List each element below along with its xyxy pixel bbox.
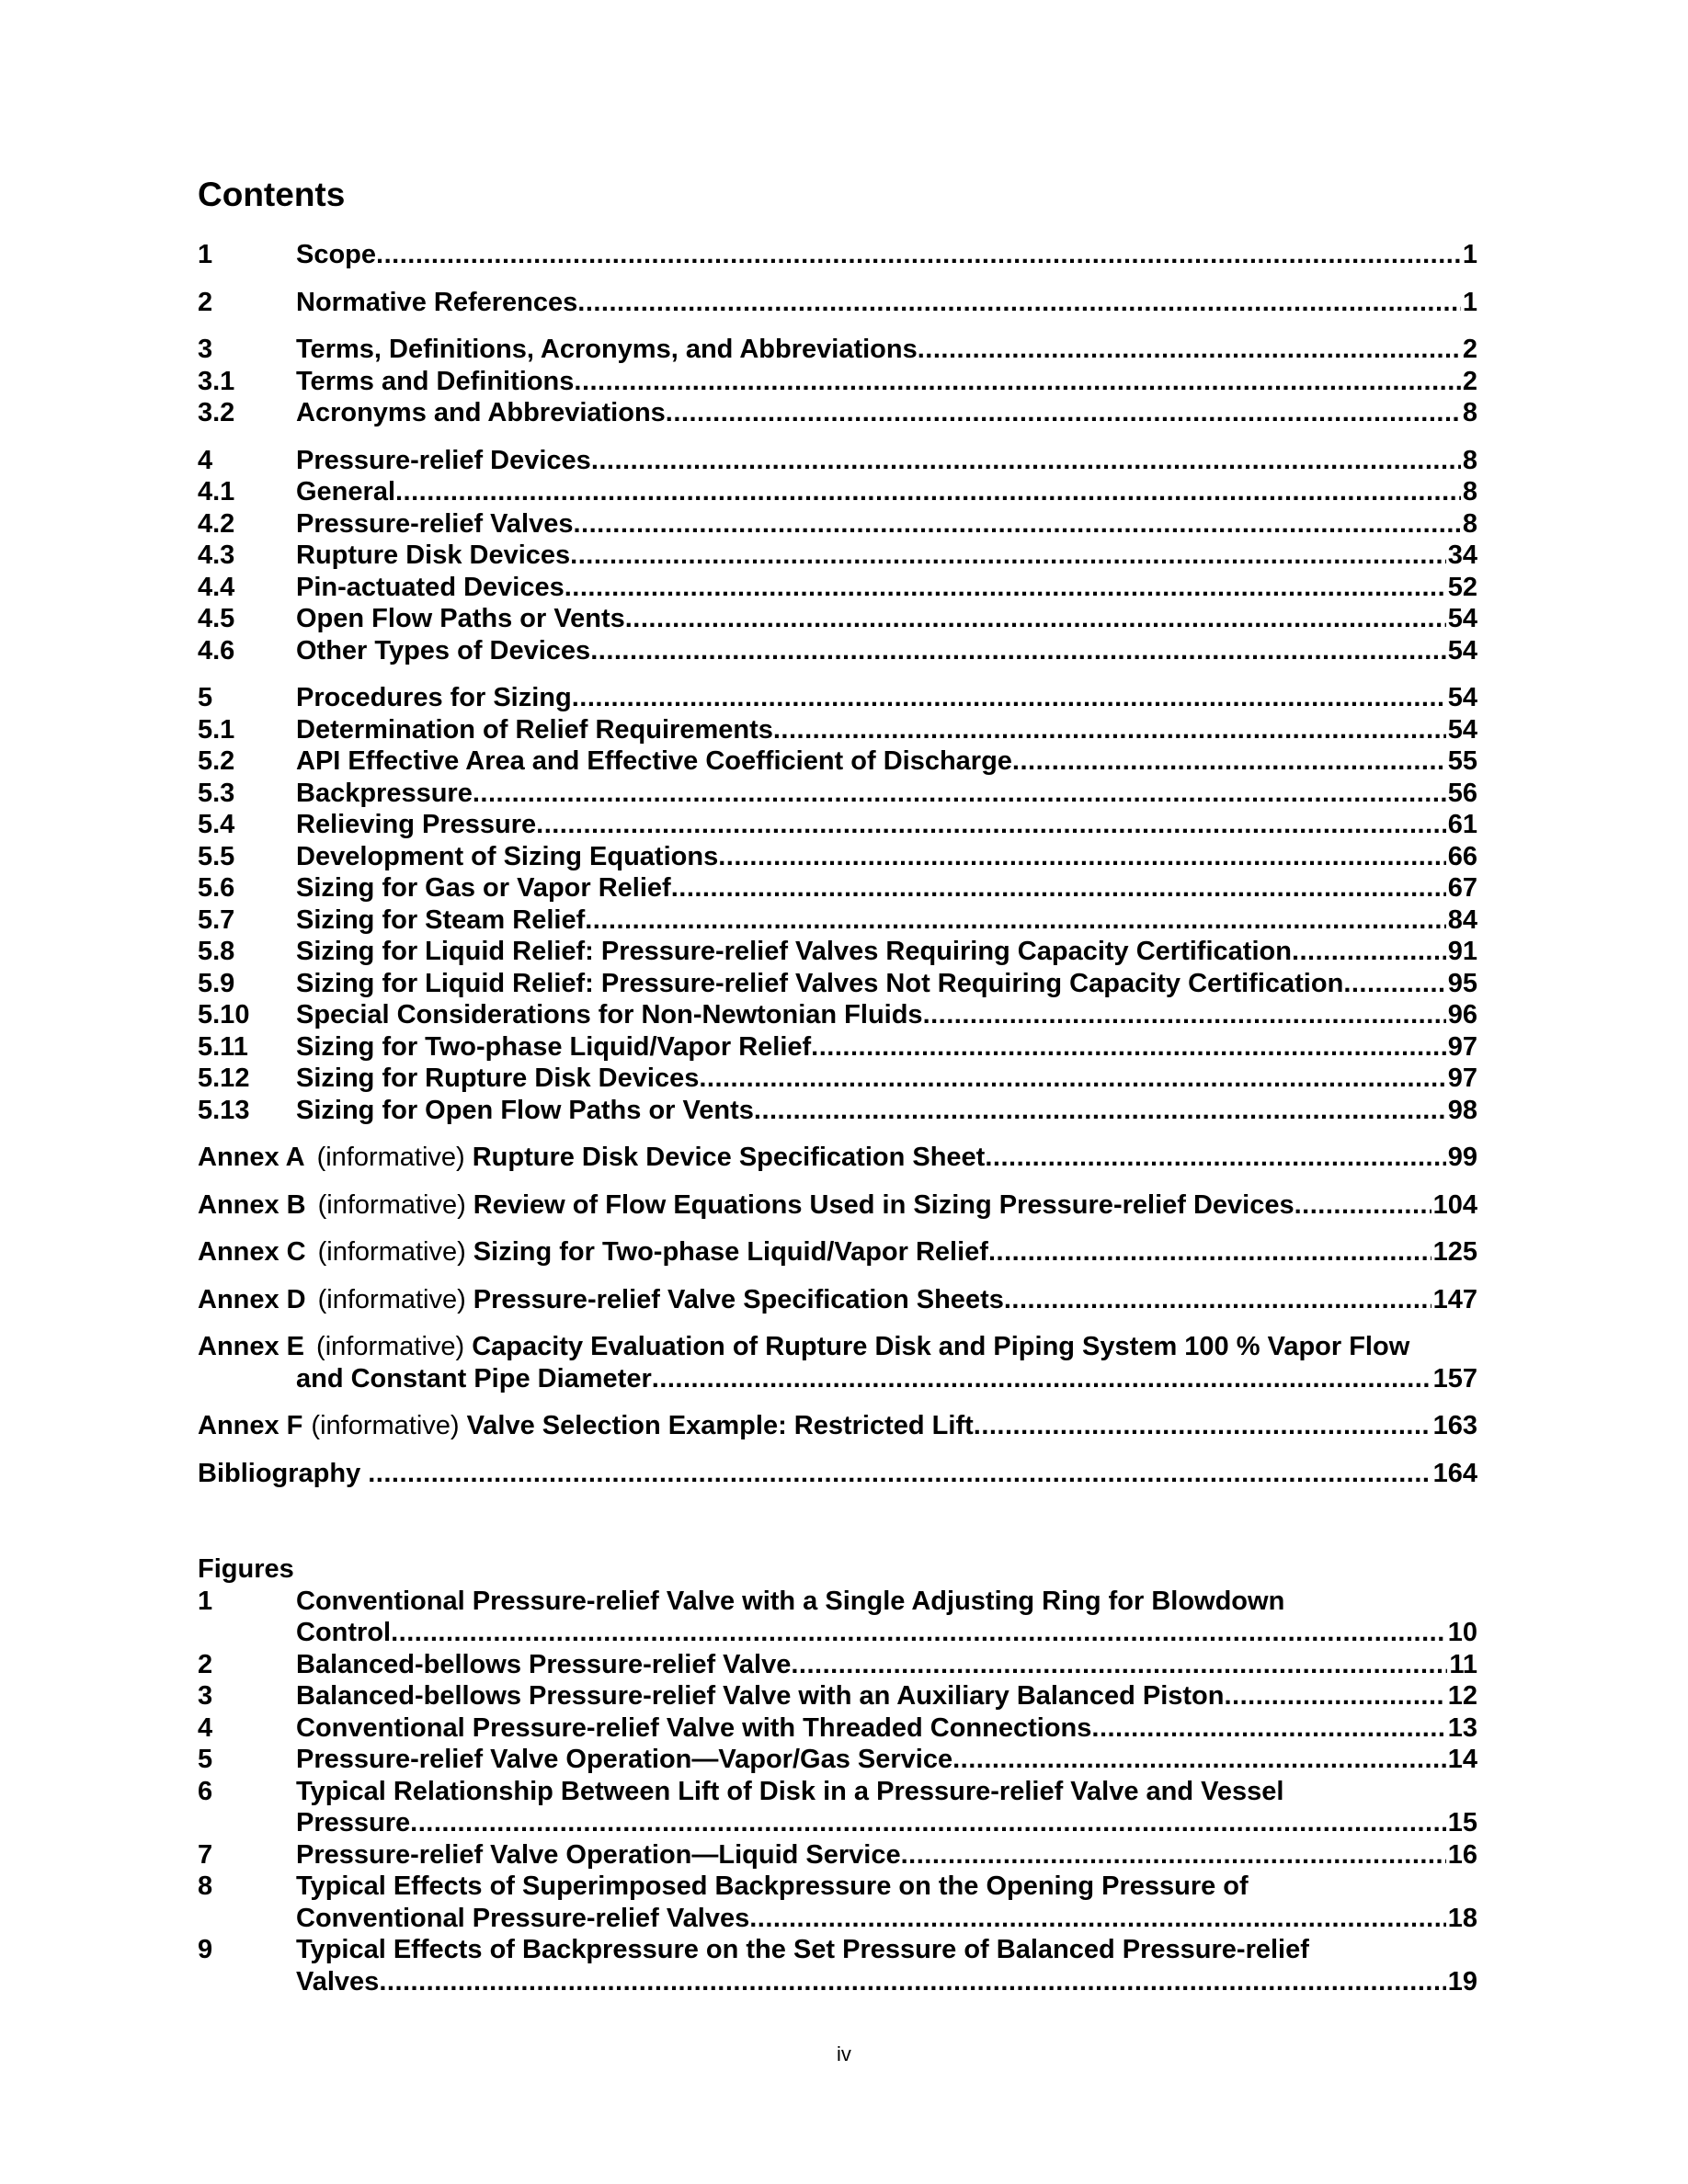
annex-entry-line2 [198, 1363, 1477, 1395]
section-number: 5.1 [198, 714, 235, 745]
section-title: Terms and Definitions [296, 366, 575, 396]
toc-entry[interactable] [198, 999, 1477, 1031]
page-number: 2 [1462, 366, 1477, 396]
toc-group-3 [198, 334, 1477, 429]
toc-entry[interactable] [198, 778, 1477, 810]
figure-title: Pressure-relief Valve Operation—Vapor/Gas Service [296, 1745, 953, 1774]
figure-title-continued: Pressure [296, 1808, 411, 1837]
figure-line1 [198, 1934, 1477, 1966]
section-title: Open Flow Paths or Vents [296, 604, 625, 633]
page-number: 12 [1447, 1681, 1477, 1711]
annex-title: Pressure-relief Valve Specification Sheets [473, 1284, 1004, 1314]
section-title: Pin-actuated Devices [296, 572, 565, 602]
figure-number: 3 [198, 1681, 213, 1711]
page-number: 8 [1462, 508, 1477, 539]
page-number: 19 [1447, 1966, 1477, 1996]
dot-leader [749, 1903, 1446, 1935]
figure-entry-8[interactable] [198, 1871, 1477, 1934]
figure-number: 7 [198, 1839, 213, 1870]
toc-entry[interactable] [198, 445, 1477, 477]
section-title: General [296, 477, 395, 506]
section-title: Sizing for Gas or Vapor Relief [296, 873, 671, 903]
section-number: 3.2 [198, 398, 235, 427]
dot-leader [718, 841, 1446, 873]
page-number: 97 [1447, 1064, 1477, 1093]
dot-leader [536, 809, 1446, 841]
dot-leader [410, 1807, 1446, 1839]
section-title: Sizing for Open Flow Paths or Vents [296, 1095, 754, 1125]
figure-title: Typical Effects of Superimposed Backpressure on the Opening Pressure of [296, 1871, 1249, 1901]
page-number: 164 [1432, 1458, 1477, 1488]
page-number: 91 [1447, 937, 1477, 966]
page-number: 95 [1447, 968, 1477, 998]
toc-entry[interactable] [198, 1031, 1477, 1064]
section-title: Pressure-relief Devices [296, 445, 591, 475]
section-title: Sizing for Rupture Disk Devices [296, 1064, 700, 1093]
figure-line2 [198, 1807, 1477, 1839]
toc-entry[interactable] [198, 366, 1477, 398]
toc-entry[interactable] [198, 476, 1477, 508]
dot-leader [391, 1617, 1446, 1649]
page-number: 54 [1447, 683, 1477, 712]
page-number: 157 [1432, 1363, 1477, 1393]
section-number: 5.7 [198, 904, 235, 935]
section-title: Scope [296, 240, 377, 269]
section-title: Sizing for Two-phase Liquid/Vapor Relief [296, 1031, 812, 1062]
toc-group-4 [198, 445, 1477, 667]
figure-entry-2[interactable] [198, 1649, 1477, 1681]
page-number: 1 [1462, 240, 1477, 269]
section-title: Sizing for Liquid Relief: Pressure-relief Valves Requiring Capacity Certification [296, 937, 1292, 966]
figure-title: Conventional Pressure-relief Valve with a Single Adjusting Ring for Blowdown [296, 1586, 1285, 1616]
figure-number: 4 [198, 1712, 213, 1743]
toc-entry[interactable] [198, 809, 1477, 841]
section-title: Terms, Definitions, Acronyms, and Abbreviations [296, 335, 918, 364]
toc-entry[interactable] [198, 904, 1477, 937]
toc-entry[interactable] [198, 936, 1477, 968]
section-number: 5.2 [198, 746, 235, 776]
page-number: 66 [1447, 841, 1477, 871]
page-number: 34 [1447, 540, 1477, 570]
dot-leader [473, 778, 1446, 810]
page-number: 13 [1447, 1712, 1477, 1743]
figure-number: 1 [198, 1586, 213, 1616]
page-number: 163 [1432, 1411, 1477, 1440]
page-number: 8 [1462, 445, 1477, 475]
figure-title: Typical Relationship Between Lift of Disk in a Pressure-relief Valve and Vessel [296, 1776, 1284, 1806]
toc-entry[interactable] [198, 334, 1477, 366]
toc-entry[interactable] [198, 872, 1477, 904]
toc-entry[interactable] [198, 1063, 1477, 1095]
annex-note: (informative) [311, 1411, 460, 1440]
toc-entry[interactable] [198, 239, 1477, 271]
page-number: 1 [1462, 287, 1477, 317]
page-number: 18 [1447, 1903, 1477, 1933]
page-number: 61 [1447, 810, 1477, 839]
figure-number: 2 [198, 1649, 213, 1679]
toc-entry[interactable] [198, 841, 1477, 873]
page-number: 97 [1447, 1031, 1477, 1062]
figure-title: Typical Effects of Backpressure on the Set Pressure of Balanced Pressure-relief [296, 1935, 1309, 1964]
dot-leader [1295, 1189, 1431, 1222]
section-title: Other Types of Devices [296, 635, 591, 665]
toc-entry[interactable] [198, 540, 1477, 572]
annex-note: (informative) [316, 1332, 465, 1361]
annex-label: Annex A [198, 1143, 305, 1172]
dot-leader [988, 1236, 1431, 1268]
figure-entry-4[interactable] [198, 1712, 1477, 1745]
dot-leader [791, 1649, 1447, 1681]
dot-leader [918, 334, 1461, 366]
annex-label: Annex D [198, 1284, 306, 1314]
dot-leader [671, 872, 1446, 904]
dot-leader [666, 397, 1461, 429]
page-number: 14 [1447, 1745, 1477, 1774]
section-number: 4.4 [198, 572, 235, 602]
page-footer-number: iv [837, 2042, 851, 2065]
section-number: 5.6 [198, 873, 235, 903]
toc-entry[interactable] [198, 714, 1477, 746]
figure-title-continued: Valves [296, 1966, 380, 1996]
page-number: 52 [1447, 572, 1477, 602]
dot-leader [699, 1063, 1445, 1095]
annex-note: (informative) [317, 1284, 466, 1314]
dot-leader [1224, 1680, 1445, 1712]
page-number: 96 [1447, 1000, 1477, 1029]
figure-entry-5[interactable] [198, 1744, 1477, 1776]
section-number: 5.12 [198, 1064, 250, 1093]
dot-leader [652, 1363, 1431, 1395]
page-number: 67 [1447, 873, 1477, 903]
dot-leader [625, 603, 1446, 635]
section-number: 5.13 [198, 1095, 250, 1125]
figure-number: 5 [198, 1745, 213, 1774]
dot-leader [773, 714, 1446, 746]
dot-leader [577, 287, 1461, 319]
dot-leader [952, 1744, 1446, 1776]
page-number: 55 [1447, 746, 1477, 776]
section-number: 4.5 [198, 604, 235, 633]
section-title: Special Considerations for Non-Newtonian Fluids [296, 1000, 923, 1029]
toc-entry[interactable] [198, 635, 1477, 667]
annex-title: Sizing for Two-phase Liquid/Vapor Relief [473, 1237, 988, 1267]
figure-entry-7[interactable] [198, 1839, 1477, 1871]
annex-entry[interactable] [198, 1189, 1477, 1222]
dot-leader [1343, 968, 1445, 1000]
section-title: Determination of Relief Requirements [296, 714, 773, 745]
figure-line2 [198, 1617, 1477, 1649]
dot-leader [1012, 745, 1446, 778]
section-number: 2 [198, 287, 213, 317]
dot-leader [572, 682, 1446, 714]
figure-number: 9 [198, 1935, 213, 1964]
dot-leader [985, 1142, 1445, 1174]
annex-group-e[interactable] [198, 1331, 1477, 1394]
figures-heading: Figures [198, 1554, 294, 1584]
page-number: 98 [1447, 1095, 1477, 1125]
figure-list [198, 1586, 1477, 1998]
figure-entry-9[interactable] [198, 1934, 1477, 1997]
annex-group-a [198, 1142, 1477, 1174]
toc-entry[interactable] [198, 745, 1477, 778]
section-number: 5.5 [198, 841, 235, 871]
figure-title: Balanced-bellows Pressure-relief Valve with an Auxiliary Balanced Piston [296, 1681, 1225, 1711]
toc-group-1 [198, 239, 1477, 271]
annex-entry-line1 [198, 1331, 1477, 1363]
toc-entry[interactable] [198, 397, 1477, 429]
annex-entry[interactable] [198, 1236, 1477, 1268]
dot-leader [1091, 1712, 1445, 1745]
figure-entry-3[interactable] [198, 1680, 1477, 1712]
dot-leader [754, 1095, 1446, 1127]
section-title: Relieving Pressure [296, 810, 537, 839]
figure-entry-1[interactable] [198, 1586, 1477, 1649]
page-number: 8 [1462, 477, 1477, 506]
section-title: Sizing for Liquid Relief: Pressure-relief Valves Not Requiring Capacity Certification [296, 968, 1344, 998]
annex-note: (informative) [317, 1189, 466, 1220]
toc-entry[interactable] [198, 508, 1477, 540]
annex-title: Rupture Disk Device Specification Sheet [472, 1143, 986, 1172]
dot-leader [376, 239, 1461, 271]
dot-leader [570, 540, 1446, 572]
page-number: 10 [1447, 1618, 1477, 1647]
section-number: 4.2 [198, 508, 235, 539]
figure-title: Conventional Pressure-relief Valve with Threaded Connections [296, 1712, 1092, 1743]
page-number: 54 [1447, 604, 1477, 633]
section-number: 5.11 [198, 1031, 248, 1062]
figure-line1 [198, 1871, 1477, 1903]
figure-line1 [198, 1776, 1477, 1808]
figure-line1 [198, 1586, 1477, 1618]
figure-line2 [198, 1966, 1477, 1998]
section-number: 4.1 [198, 477, 235, 506]
annex-group-c [198, 1236, 1477, 1268]
section-number: 5.10 [198, 1000, 250, 1029]
dot-leader [573, 508, 1460, 540]
annex-entry[interactable] [198, 1142, 1477, 1174]
section-number: 4 [198, 445, 213, 475]
dot-leader [591, 445, 1461, 477]
annex-entry[interactable] [198, 1284, 1477, 1316]
annex-label: Annex F [198, 1411, 303, 1440]
figure-entry-6[interactable] [198, 1776, 1477, 1839]
toc-entry[interactable] [198, 682, 1477, 714]
dot-leader [590, 635, 1446, 667]
annex-title: Review of Flow Equations Used in Sizing Pressure-relief Devices [473, 1189, 1295, 1220]
dot-leader [901, 1839, 1446, 1871]
figure-title-continued: Control [296, 1618, 392, 1647]
annex-label: Annex C [198, 1237, 306, 1267]
annex-note: (informative) [316, 1143, 465, 1172]
section-number: 5.3 [198, 778, 235, 808]
dot-leader [565, 572, 1446, 604]
section-number: 5.8 [198, 937, 235, 966]
page-number: 2 [1462, 335, 1477, 364]
page-number: 56 [1447, 778, 1477, 808]
figure-title-continued: Conventional Pressure-relief Valves [296, 1903, 750, 1933]
page-number: 125 [1432, 1237, 1477, 1267]
section-title: Backpressure [296, 778, 473, 808]
page-number: 99 [1447, 1143, 1477, 1172]
section-title: API Effective Area and Effective Coefficient of Discharge [296, 746, 1012, 776]
annex-group-b [198, 1189, 1477, 1222]
annex-entry[interactable] [198, 1410, 1477, 1442]
section-number: 4.6 [198, 635, 235, 665]
dot-leader [379, 1966, 1445, 1998]
section-number: 5.9 [198, 968, 235, 998]
figure-number: 8 [198, 1871, 213, 1901]
page-number: 147 [1432, 1284, 1477, 1314]
section-title: Pressure-relief Valves [296, 508, 574, 539]
dot-leader [923, 999, 1446, 1031]
toc-group-2 [198, 287, 1477, 319]
dot-leader [395, 476, 1461, 508]
dot-leader [360, 1458, 1431, 1490]
toc-entry[interactable] [198, 1095, 1477, 1127]
dot-leader [811, 1031, 1446, 1064]
section-title: Normative References [296, 287, 578, 317]
bibliography-title: Bibliography [198, 1458, 361, 1488]
section-number: 3.1 [198, 366, 235, 396]
section-title: Procedures for Sizing [296, 683, 572, 712]
page-number: 54 [1447, 714, 1477, 745]
annex-title: Valve Selection Example: Restricted Lift [466, 1411, 974, 1440]
annex-label: Annex E [198, 1332, 305, 1361]
section-number: 5.4 [198, 810, 235, 839]
bibliography-entry[interactable] [198, 1458, 1477, 1490]
annex-group-f [198, 1410, 1477, 1442]
dot-leader [974, 1410, 1431, 1442]
section-title: Sizing for Steam Relief [296, 904, 586, 935]
page-number: 54 [1447, 635, 1477, 665]
section-title: Rupture Disk Devices [296, 540, 571, 570]
figure-line2 [198, 1903, 1477, 1935]
section-number: 3 [198, 335, 213, 364]
page-number: 8 [1462, 398, 1477, 427]
toc-entry[interactable] [198, 287, 1477, 319]
contents-page [198, 175, 1477, 1997]
toc-entry[interactable] [198, 968, 1477, 1000]
dot-leader [1292, 936, 1446, 968]
toc-entry[interactable] [198, 603, 1477, 635]
toc-entry[interactable] [198, 572, 1477, 604]
section-number: 1 [198, 240, 213, 269]
section-number: 5 [198, 683, 213, 712]
annex-title-continued: and Constant Pipe Diameter [296, 1363, 652, 1393]
dot-leader [1004, 1284, 1431, 1316]
annex-group-d [198, 1284, 1477, 1316]
toc-group-5 [198, 682, 1477, 1126]
page-number: 15 [1447, 1808, 1477, 1837]
page-number: 104 [1432, 1189, 1477, 1220]
section-title: Acronyms and Abbreviations [296, 398, 666, 427]
annex-title: Capacity Evaluation of Rupture Disk and Piping System 100 % Vapor Flow [472, 1332, 1410, 1361]
annex-label: Annex B [198, 1189, 306, 1220]
dot-leader [585, 904, 1446, 937]
dot-leader [574, 366, 1460, 398]
section-number: 4.3 [198, 540, 235, 570]
figure-title: Balanced-bellows Pressure-relief Valve [296, 1649, 792, 1679]
figure-title: Pressure-relief Valve Operation—Liquid Service [296, 1839, 901, 1870]
page-number: 84 [1447, 904, 1477, 935]
page-number: 11 [1449, 1649, 1477, 1679]
page-title: Contents [198, 176, 346, 213]
annex-note: (informative) [317, 1237, 466, 1267]
section-title: Development of Sizing Equations [296, 841, 719, 871]
page-number: 16 [1447, 1839, 1477, 1870]
figure-number: 6 [198, 1776, 213, 1806]
bibliography-group [198, 1458, 1477, 1490]
